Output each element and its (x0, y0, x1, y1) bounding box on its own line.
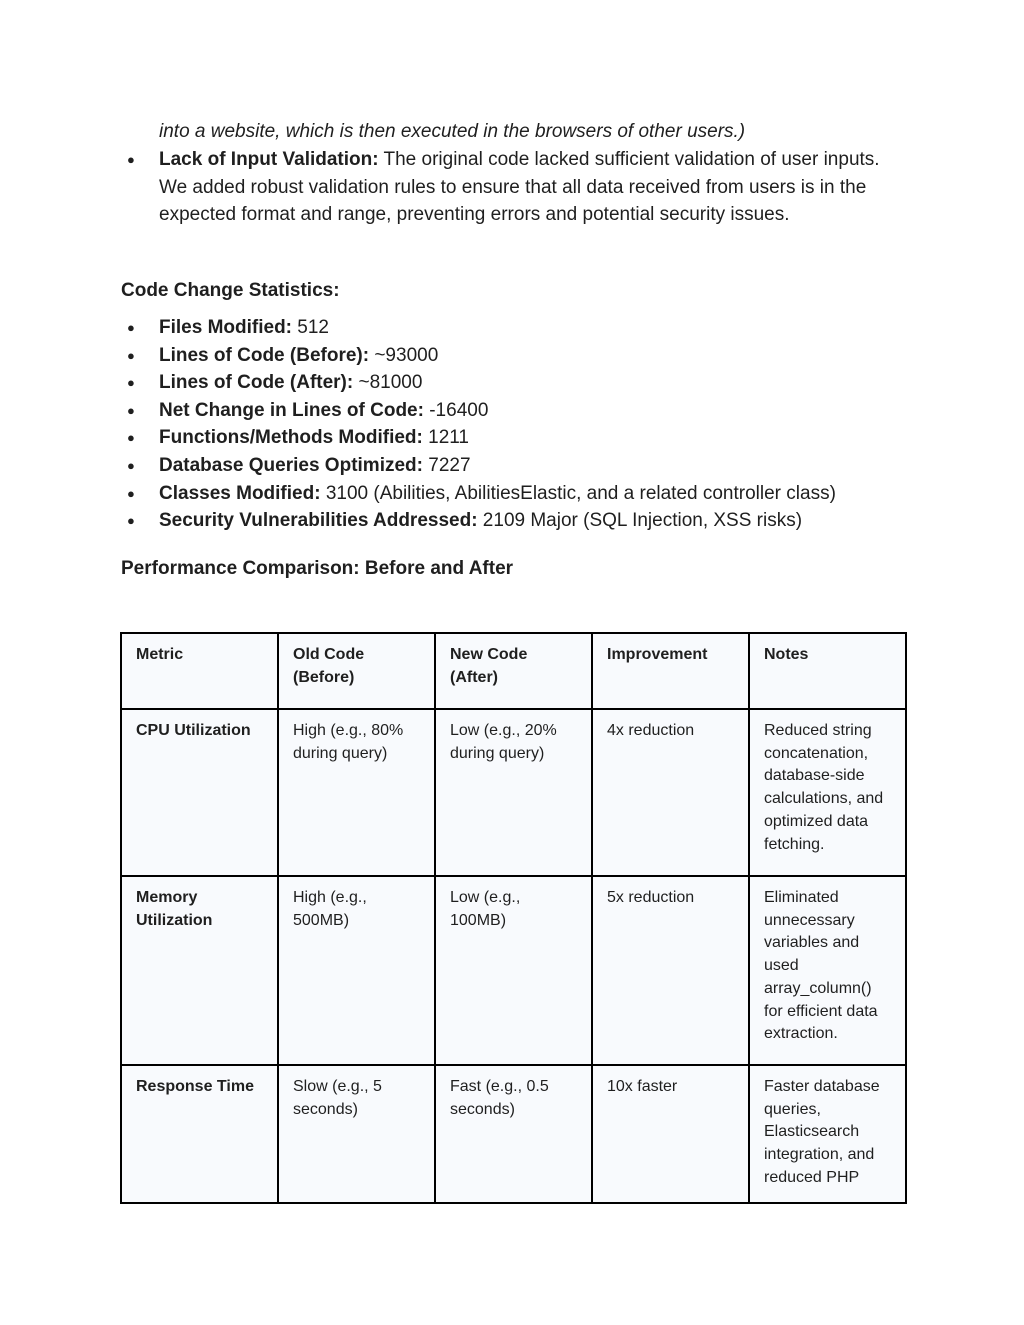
table-row (121, 876, 906, 1065)
list-item (127, 480, 907, 508)
table-cell: Eliminated unnecessary variables and used array_column() for efficient data extraction. (749, 876, 906, 1065)
stat-label: Classes Modified: (159, 482, 321, 504)
column-header: Notes (749, 633, 906, 709)
list-item (127, 452, 907, 480)
stat-value: 7227 (422, 454, 471, 476)
column-header: Old Code (Before) (278, 633, 435, 709)
code-stats-list (127, 314, 907, 535)
metric-cell: Response Time (121, 1065, 278, 1203)
stat-value: 1211 (422, 427, 469, 449)
stat-label: Functions/Methods Modified: (159, 427, 423, 449)
table-header-row (121, 633, 906, 709)
issue-label: Lack of Input Validation: (159, 149, 379, 170)
table-cell: Reduced string concatenation, database-side calculations, and optimized data fetching. (749, 709, 906, 876)
performance-table (120, 632, 907, 1204)
metric-cell: Memory Utilization (121, 876, 278, 1065)
list-item (127, 507, 907, 535)
stat-label: Lines of Code (After): (159, 372, 354, 394)
stat-label: Database Queries Optimized: (159, 454, 423, 476)
stat-label: Files Modified: (159, 317, 292, 338)
issues-list (127, 146, 907, 229)
stat-label: Security Vulnerabilities Addressed: (159, 510, 478, 532)
stat-value: 3100 (Abilities, AbilitiesElastic, and a related controller class) (320, 482, 836, 504)
column-header: New Code (After) (435, 633, 592, 709)
stat-label: Lines of Code (Before): (159, 344, 370, 366)
list-item (127, 146, 907, 229)
stat-value: ~81000 (353, 372, 423, 394)
list-item (127, 314, 907, 342)
stat-value: 2109 Major (SQL Injection, XSS risks) (477, 510, 803, 532)
table-cell: Slow (e.g., 5 seconds) (278, 1065, 435, 1203)
list-item (127, 397, 907, 425)
issue-text: The original code lacked sufficient validation of user inputs. We added robust validation rules to ensure that all data received from users is in the expected format and range, preventing errors and potential security issues. (159, 149, 880, 226)
performance-heading: Performance Comparison: Before and After (121, 558, 514, 579)
table-cell: 5x reduction (592, 876, 749, 1065)
list-item (127, 369, 907, 397)
table-cell: High (e.g., 500MB) (278, 876, 435, 1065)
table-cell: Faster database queries, Elasticsearch integration, and reduced PHP (749, 1065, 906, 1203)
list-item (127, 424, 907, 452)
table-row (121, 1065, 906, 1203)
table-cell: Low (e.g., 100MB) (435, 876, 592, 1065)
stat-value: 512 (292, 317, 329, 338)
table-cell: 4x reduction (592, 709, 749, 876)
table-cell: High (e.g., 80% during query) (278, 709, 435, 876)
list-item (127, 342, 907, 370)
xss-description-continuation: into a website, which is then executed in the browsers of other users.) (159, 121, 746, 142)
stat-value: -16400 (423, 399, 489, 421)
stat-value: ~93000 (369, 344, 439, 366)
table-cell: 10x faster (592, 1065, 749, 1203)
metric-cell: CPU Utilization (121, 709, 278, 876)
column-header: Metric (121, 633, 278, 709)
table-row (121, 709, 906, 876)
table-cell: Fast (e.g., 0.5 seconds) (435, 1065, 592, 1203)
table-cell: Low (e.g., 20% during query) (435, 709, 592, 876)
stat-label: Net Change in Lines of Code: (159, 399, 424, 421)
column-header: Improvement (592, 633, 749, 709)
code-stats-heading: Code Change Statistics: (121, 280, 340, 301)
